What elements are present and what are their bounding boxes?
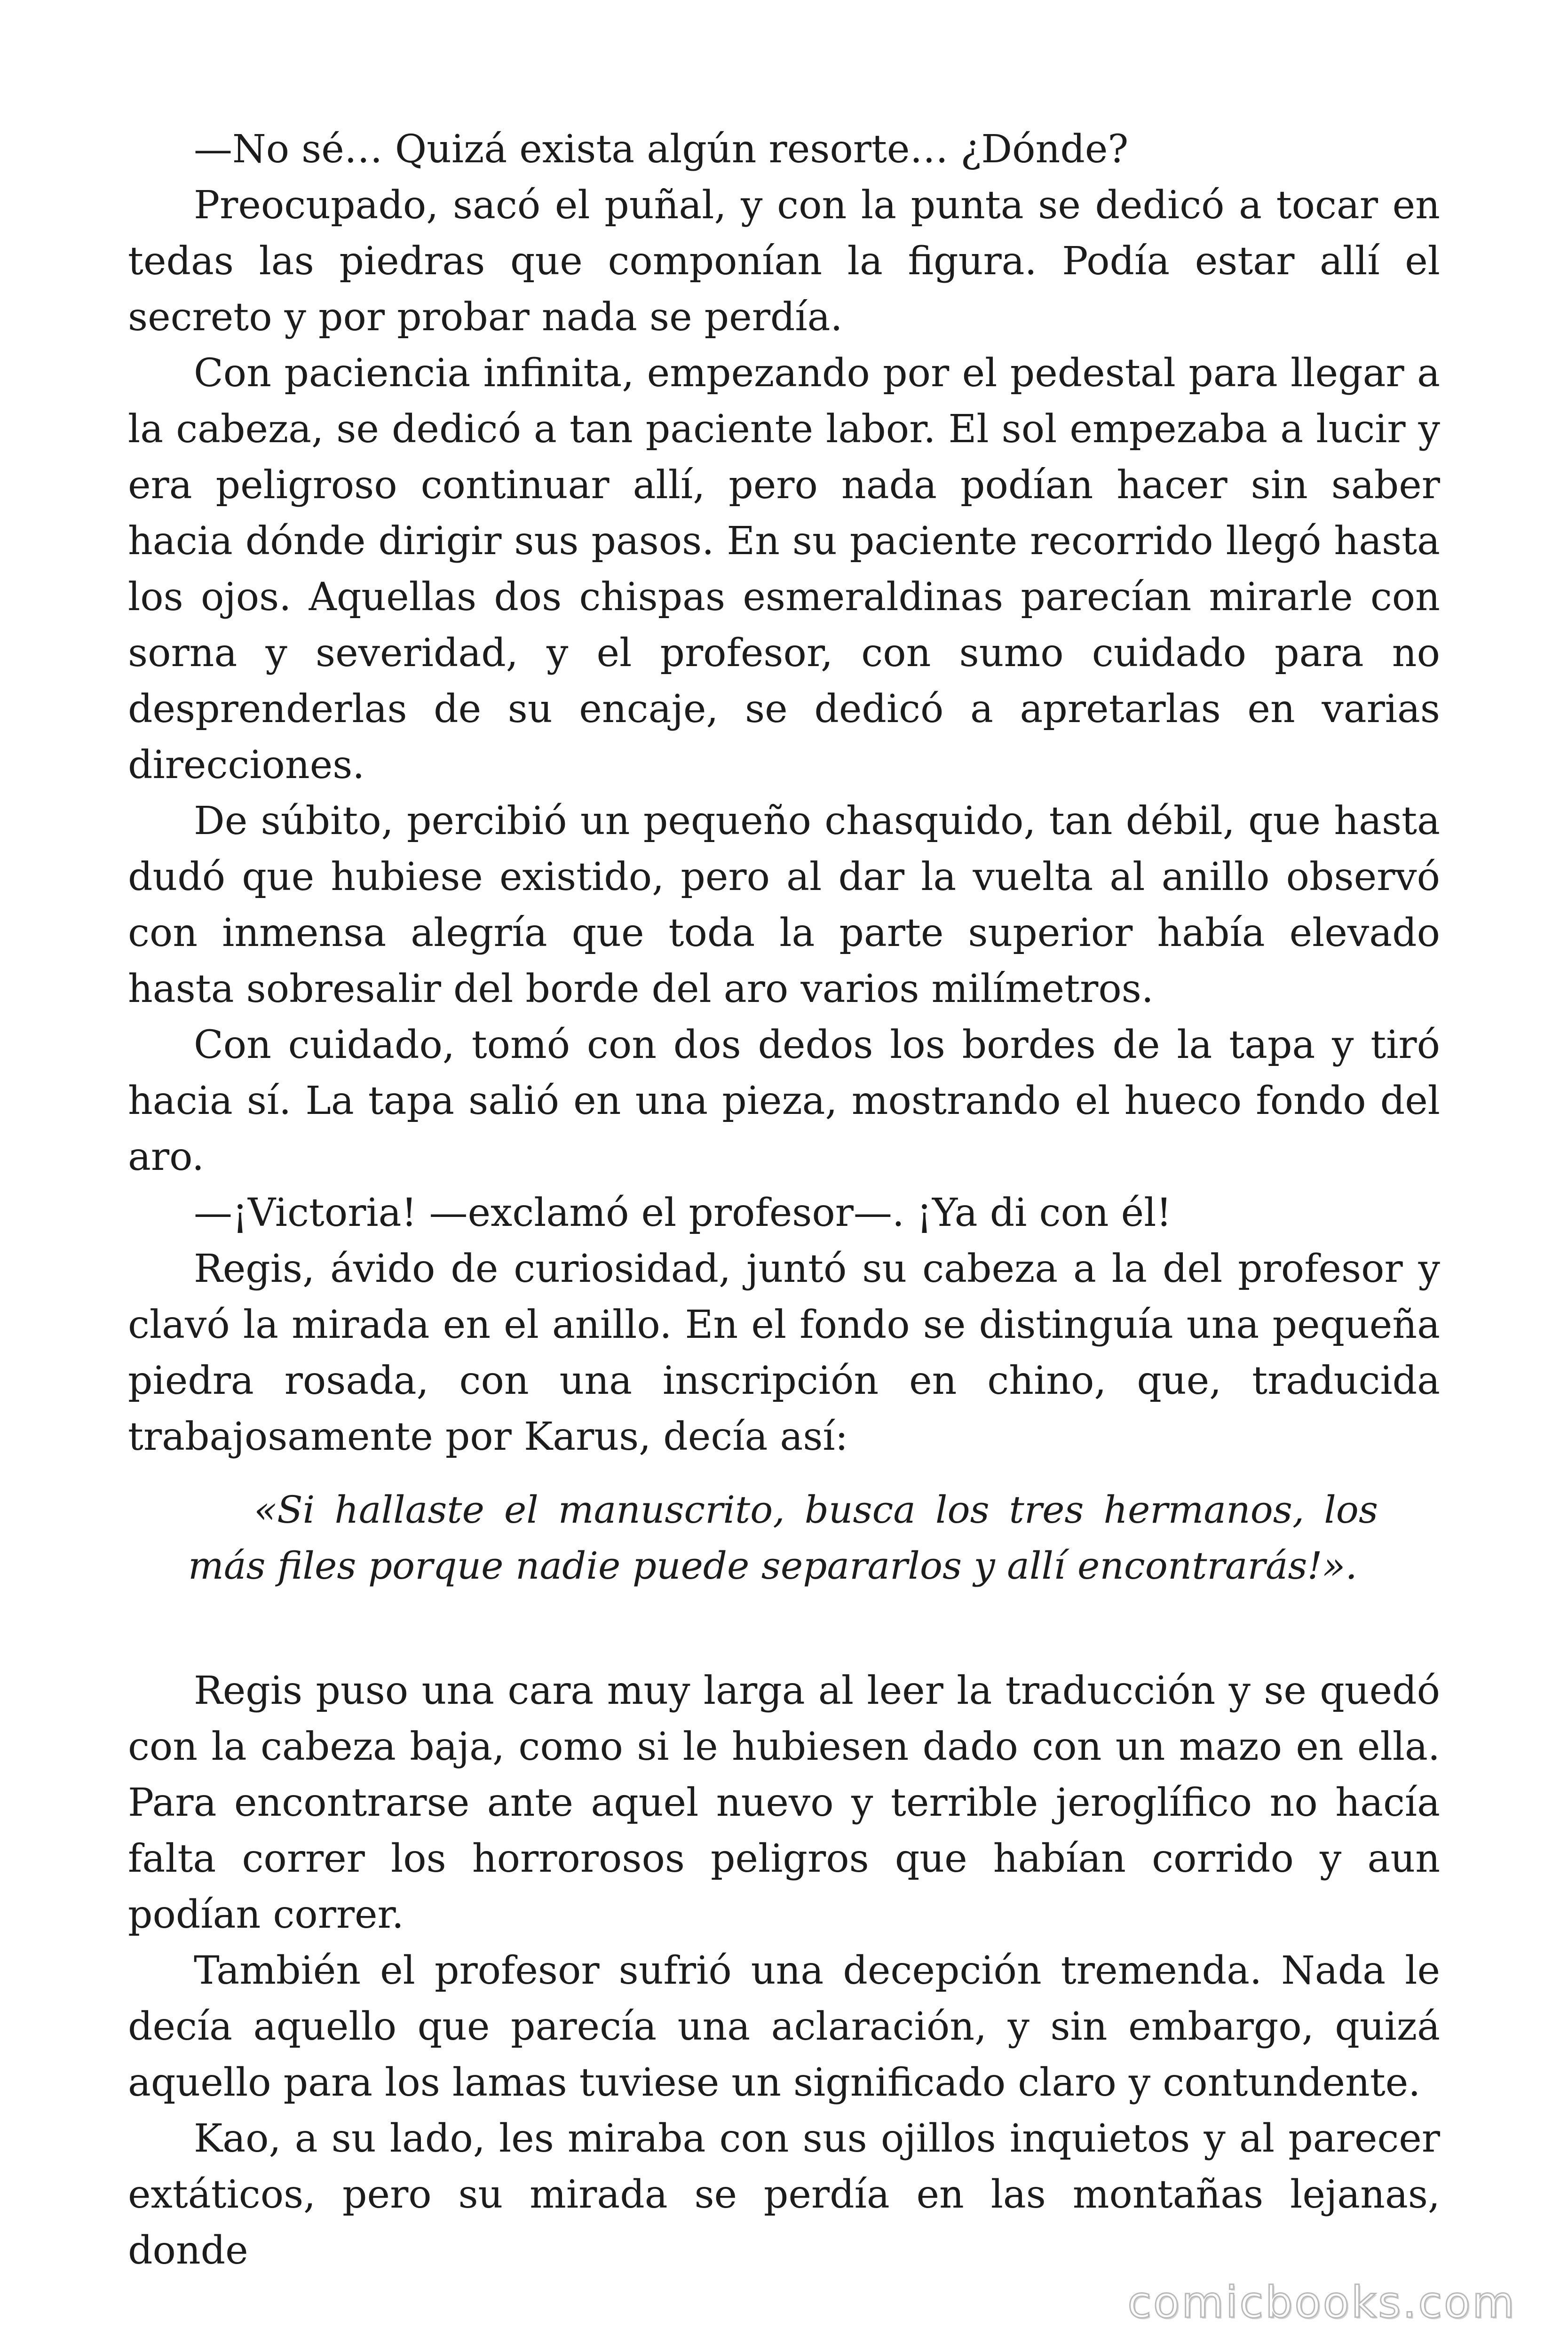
body-text-top — [128, 121, 1440, 1465]
paragraph: Kao, a su lado, les miraba con sus ojillos inquietos y al parecer extáticos, pero su mirada se perdía en las montañas lejanas, donde — [128, 2116, 1440, 2273]
paragraph: Preocupado, sacó el puñal, y con la punta se dedicó a tocar en tedas las piedras que componían la figura. Podía estar allí el secreto y por probar nada se perdía. — [128, 183, 1440, 340]
body-text-bottom — [128, 1663, 1440, 2279]
quote-text: «Si hallaste el manuscrito, busca los tres hermanos, los más files porque nadie puede separarlos y allí encontrarás!». — [188, 1488, 1378, 1588]
paragraph: De súbito, percibió un pequeño chasquido, tan débil, que hasta dudó que hubiese existido, pero al dar la vuelta al anillo observó con inmensa alegría que toda la parte superior había elevado hasta sobresalir del borde del aro varios milímetros. — [128, 799, 1440, 1011]
paragraph: —No sé… Quizá exista algún resorte… ¿Dónde? — [194, 127, 1129, 172]
paragraph: Regis, ávido de curiosidad, juntó su cabeza a la del profesor y clavó la mirada en el anillo. En el fondo se distinguía una pequeña piedra rosada, con una inscripción en chino, que, traducida trabajosamente por Karus, decía así: — [128, 1247, 1440, 1459]
paragraph: Con cuidado, tomó con dos dedos los bordes de la tapa y tiró hacia sí. La tapa salió en una pieza, mostrando el hueco fondo del aro. — [128, 1023, 1440, 1179]
paragraph: También el profesor sufrió una decepción tremenda. Nada le decía aquello que parecía una aclaración, y sin embargo, quizá aquello para los lamas tuviese un significado claro y contundente. — [128, 1948, 1440, 2105]
paragraph: Regis puso una cara muy larga al leer la traducción y se quedó con la cabeza baja, como si le hubiesen dado con un mazo en ella. Para encontrarse ante aquel nuevo y terrible jeroglífico no hacía falta correr los horrorosos peligros que habían corrido y aun podían correr. — [128, 1669, 1440, 1937]
paragraph: —¡Victoria! —exclamó el profesor—. ¡Ya di con él! — [194, 1191, 1172, 1235]
paragraph: Con paciencia infinita, empezando por el pedestal para llegar a la cabeza, se dedicó a tan paciente labor. El sol empezaba a lucir y era peligroso continuar allí, pero nada podían hacer sin saber hacia dónde dirigir sus pasos. En su paciente recorrido llegó hasta los ojos. Aquellas dos chispas esmeraldinas parecían mirarle con sorna y severidad, y el profesor, con sumo cuidado para no desprenderlas de su encaje, se dedicó a apretarlas en varias direcciones. — [128, 351, 1440, 787]
watermark: comicbooks.com — [1127, 2277, 1516, 2328]
inscription-quote — [188, 1482, 1378, 1594]
